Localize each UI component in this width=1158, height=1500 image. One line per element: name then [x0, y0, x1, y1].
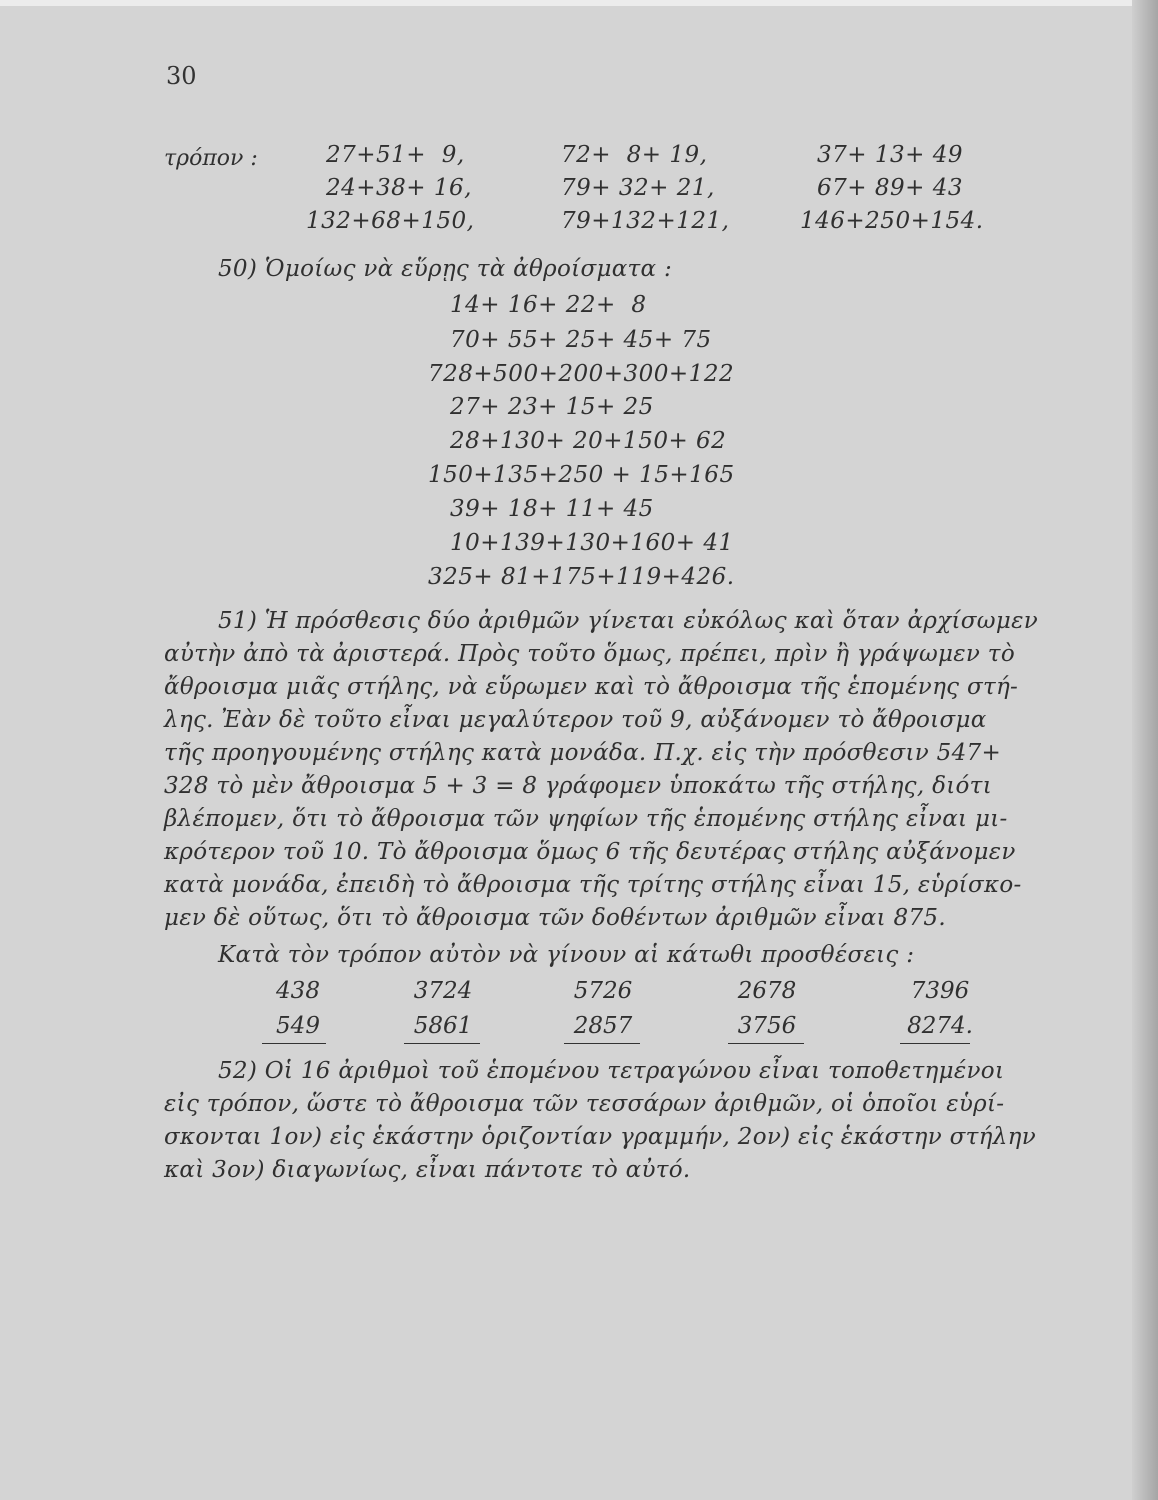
ex50-line-4: 27+ 23+ 15+ 25 [450, 394, 654, 420]
ex51-line-9: κατὰ μονάδα, ἐπειδὴ τὸ ἄθροισμα τῆς τρίτης στήλης εἶναι 15, εὑρίσκο- [164, 872, 1022, 898]
ex52-line-2: εἰς τρόπον, ὥστε τὸ ἄθροισμα τῶν τεσσάρων ἀριθμῶν, οἱ ὁποῖοι εὑρί- [164, 1091, 1005, 1117]
ex51-line-10: μεν δὲ οὕτως, ὅτι τὸ ἄθροισμα τῶν δοθέντων ἀριθμῶν εἶναι 875. [164, 905, 946, 931]
ex51-line-8: κρότερον τοῦ 10. Τὸ ἄθροισμα ὅμως 6 τῆς δευτέρας στήλης αὐξάνομεν [164, 839, 1016, 865]
ex50-intro: 50) Ὁμοίως νὰ εὕρῃς τὰ ἀθροίσματα : [218, 256, 673, 282]
ex50-line-1: 14+ 16+ 22+ 8 [450, 292, 647, 318]
ex50-line-9: 325+ 81+175+119+426. [428, 564, 735, 590]
ex50-line-8: 10+139+130+160+ 41 [450, 530, 734, 556]
sum-5-top: 7396 [910, 978, 970, 1004]
tropon-row-1-col-1: 27+51+ 9, [326, 142, 465, 168]
ex50-line-7: 39+ 18+ 11+ 45 [450, 496, 654, 522]
sum-3-rule [564, 1043, 640, 1044]
page-number: 30 [166, 62, 197, 90]
ex52-line-4: καὶ 3ον) διαγωνίως, εἶναι πάντοτε τὸ αὐτό. [164, 1157, 691, 1183]
ex50-line-3: 728+500+200+300+122 [428, 361, 735, 387]
tropon-row-2-col-1: 24+38+ 16, [326, 175, 472, 201]
sum-4-top: 2678 [737, 978, 797, 1004]
ex51-instruction: Κατὰ τὸν τρόπον αὐτὸν νὰ γίνουν αἱ κάτωθι προσθέσεις : [218, 942, 915, 968]
sum-4-rule [728, 1043, 804, 1044]
sum-1-rule [262, 1043, 326, 1044]
ex51-line-7: βλέπομεν, ὅτι τὸ ἄθροισμα τῶν ψηφίων τῆς ἑπομένης στήλης εἶναι μι- [164, 806, 1008, 832]
ex50-line-5: 28+130+ 20+150+ 62 [450, 428, 727, 454]
ex51-line-1: 51) Ἡ πρόσθεσις δύο ἀριθμῶν γίνεται εὐκόλως καὶ ὅταν ἀρχίσωμεν [218, 608, 1038, 634]
ex51-line-6: 328 τὸ μὲν ἄθροισμα 5 + 3 = 8 γράφομεν ὑποκάτω τῆς στήλης, διότι [164, 773, 993, 799]
sum-1-top: 438 [276, 978, 320, 1004]
tropon-row-3-col-3: 146+250+154. [800, 208, 984, 234]
page-top-edge [0, 0, 1158, 6]
ex52-line-1: 52) Οἱ 16 ἀριθμοὶ τοῦ ἑπομένου τετραγώνου εἶναι τοποθετημένοι [218, 1058, 1005, 1084]
ex51-line-3: ἄθροισμα μιᾶς στήλης, νὰ εὕρωμεν καὶ τὸ ἄθροισμα τῆς ἑπομένης στή- [164, 674, 1019, 700]
sum-3-top: 5726 [573, 978, 633, 1004]
tropon-row-1-col-3: 37+ 13+ 49 [817, 142, 963, 168]
ex50-line-2: 70+ 55+ 25+ 45+ 75 [450, 327, 712, 353]
page-right-edge [1132, 0, 1158, 1500]
sum-4-bottom: 3756 [737, 1013, 797, 1039]
sum-2-top: 3724 [413, 978, 473, 1004]
tropon-row-1-col-2: 72+ 8+ 19, [561, 142, 708, 168]
ex51-line-2: αὐτὴν ἀπὸ τὰ ἀριστερά. Πρὸς τοῦτο ὅμως, πρέπει, πρὶν ἢ γράψωμεν τὸ [164, 641, 1015, 667]
ex51-line-4: λης. Ἐὰν δὲ τοῦτο εἶναι μεγαλύτερον τοῦ 9, αὐξάνομεν τὸ ἄθροισμα [164, 707, 987, 733]
ex50-line-6: 150+135+250 + 15+165 [428, 462, 735, 488]
sum-5-bottom: 8274. [907, 1013, 973, 1039]
sum-2-bottom: 5861 [413, 1013, 473, 1039]
ex52-line-3: σκονται 1ον) εἰς ἑκάστην ὁριζοντίαν γραμμήν, 2ον) εἰς ἑκάστην στήλην [164, 1124, 1036, 1150]
sum-2-rule [404, 1043, 480, 1044]
tropon-row-3-col-2: 79+132+121, [561, 208, 730, 234]
ex51-line-5: τῆς προηγουμένης στήλης κατὰ μονάδα. Π.χ. εἰς τὴν πρόσθεσιν 547+ [164, 740, 1002, 766]
tropon-row-2-col-3: 67+ 89+ 43 [817, 175, 963, 201]
sum-1-bottom: 549 [276, 1013, 320, 1039]
tropon-row-3-col-1: 132+68+150, [306, 208, 475, 234]
sum-3-bottom: 2857 [573, 1013, 633, 1039]
tropon-row-2-col-2: 79+ 32+ 21, [561, 175, 715, 201]
tropon-label: τρόπον : [164, 146, 258, 171]
sum-5-rule [900, 1043, 970, 1044]
